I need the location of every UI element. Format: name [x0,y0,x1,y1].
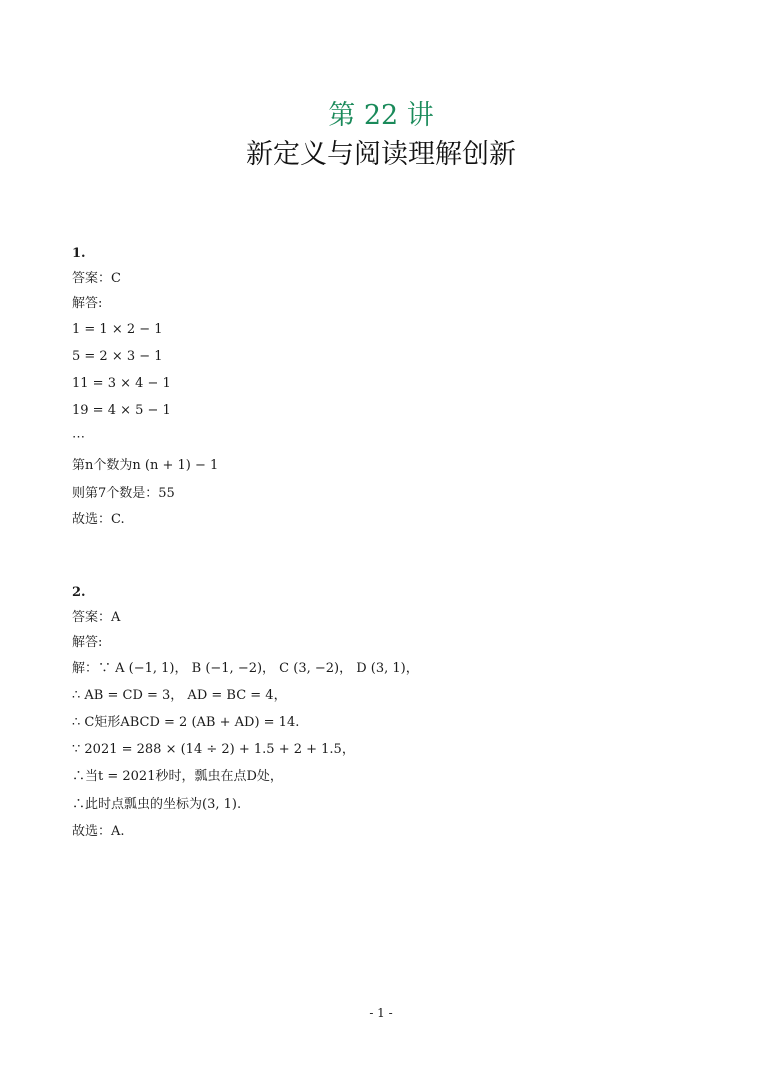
page-title: 新定义与阅读理解创新 [246,139,516,170]
question-1-line: 故选：C. [72,512,125,527]
question-2-line: ∴ AB = CD = 3， AD = BC = 4， [72,688,287,703]
question-1-line: 1 = 1 × 2 − 1 [72,322,163,337]
question-1-answer: 答案：C [72,271,121,286]
question-1-solution-label: 解答: [72,296,103,311]
question-2-line: ∵ 2021 = 288 × (14 ÷ 2) + 1.5 + 2 + 1.5， [72,742,355,757]
question-2-line: ∴此时点瓢虫的坐标为(3, 1). [72,797,242,812]
question-2-line: 解：∵ A (−1, 1)， B (−1, −2)， C (3, −2)， D (3, 1)， [72,661,419,676]
question-2-line: ∴当t = 2021秒时，瓢虫在点D处， [72,769,283,784]
question-1-line: ⋯ [72,430,85,445]
question-1-line: 5 = 2 × 3 − 1 [72,349,163,364]
question-1-line: 19 = 4 × 5 − 1 [72,403,171,418]
question-1-line: 第n个数为n (n + 1) − 1 [72,458,219,473]
question-2-line: ∴ C矩形ABCD = 2 (AB + AD) = 14. [72,715,300,730]
question-1-line: 11 = 3 × 4 − 1 [72,376,171,391]
question-1-line: 则第7个数是：55 [72,486,175,501]
question-2-number: 2. [72,585,86,600]
question-2-answer: 答案：A [72,610,121,625]
question-2-solution-label: 解答: [72,635,103,650]
page-number: - 1 - [369,1006,393,1020]
lecture-heading: 第 22 讲 [328,100,434,131]
question-2-line: 故选：A. [72,824,125,839]
question-1-number: 1. [72,246,86,261]
